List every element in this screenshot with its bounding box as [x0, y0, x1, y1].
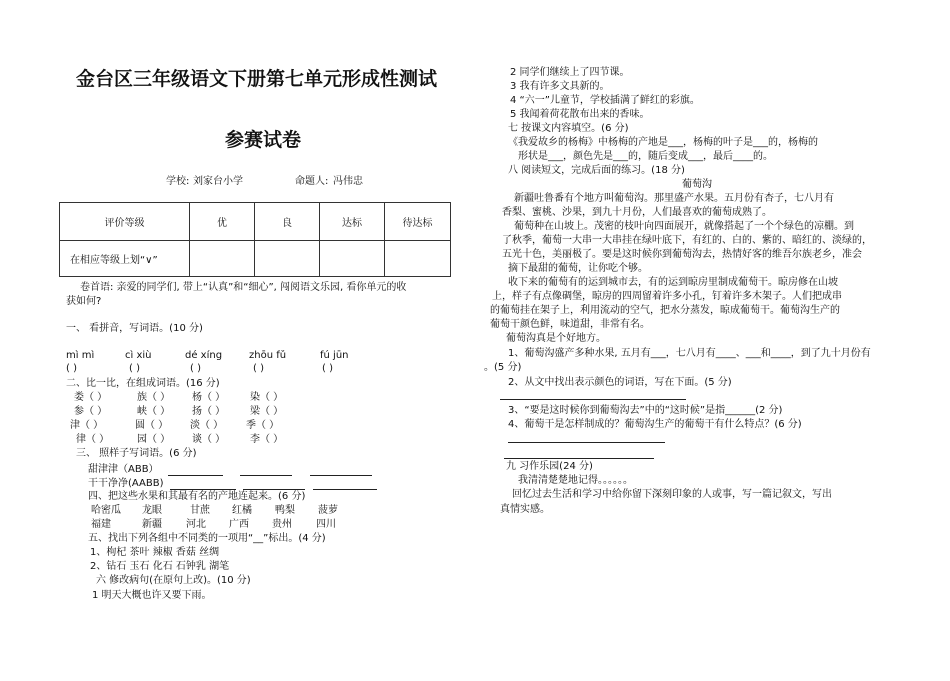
q2-cell[interactable]: 园（ ）	[137, 434, 171, 445]
author-value: 冯伟忠	[333, 176, 363, 187]
q1-blank-1[interactable]: ( )	[66, 363, 77, 374]
q2-cell[interactable]: 季（ ）	[246, 420, 280, 431]
q8-p2-line: 了秋季，葡萄一大串一大串挂在绿叶底下，有红的、白的、紫的、暗红的、淡绿的，	[502, 235, 872, 246]
q4-place[interactable]: 贵州	[272, 519, 292, 530]
q8-p2-line: 摘下最甜的葡萄，让你吃个够。	[508, 263, 648, 274]
q4-fruit[interactable]: 鸭梨	[275, 505, 295, 516]
grade-header-excellent: 优	[190, 203, 255, 241]
grade-header-good: 良	[255, 203, 320, 241]
page-subtitle: 参赛试卷	[225, 129, 302, 151]
q4-fruit[interactable]: 甘蔗	[190, 505, 210, 516]
q5-title: 五、找出下列各组中不同类的一项用“__”标出。(4 分)	[88, 533, 326, 544]
q3-title: 三、 照样子写词语。(6 分)	[76, 448, 197, 459]
q4-fruit[interactable]: 龙眼	[142, 505, 162, 516]
q2-cell[interactable]: 杨（ ）	[192, 392, 226, 403]
grade-header-level: 评价等级	[60, 203, 190, 241]
q5-line-1[interactable]: 1、枸杞 茶叶 辣椒 香菇 丝绸	[90, 547, 220, 558]
q2-cell[interactable]: 峡（ ）	[137, 406, 171, 417]
grade-table	[59, 202, 451, 277]
q2-cell[interactable]: 圆（ ）	[135, 420, 169, 431]
q3-blank[interactable]	[313, 489, 377, 490]
q3-blank[interactable]	[240, 475, 292, 476]
q1-pinyin-2: cì xiù	[125, 350, 152, 361]
q4-place[interactable]: 广西	[229, 519, 249, 530]
intro-line-2: 获如何?	[66, 296, 102, 307]
q1-title: 一、 看拼音，写词语。(10 分)	[66, 323, 203, 334]
q4-place[interactable]: 新疆	[142, 519, 162, 530]
q1-pinyin-1: mì mì	[66, 350, 95, 361]
q1-blank-3[interactable]: ( )	[190, 363, 201, 374]
q4-place[interactable]: 福建	[91, 519, 111, 530]
intro-line-1: 卷首语: 亲爱的同学们, 带上“认真”和“细心”, 闯阅语文乐园, 看你单元的收	[80, 282, 407, 293]
q6-item-3[interactable]: 3 我有许多文具新的。	[510, 81, 610, 92]
q8-p1-line: 香梨、蜜桃、沙果，到九十月份，人们最喜欢的葡萄成熟了。	[502, 207, 772, 218]
grade-cell-needs-work[interactable]	[385, 241, 451, 277]
grade-header-pass: 达标	[320, 203, 385, 241]
q6-item-5[interactable]: 5 我闻着荷花散布出来的香味。	[510, 109, 650, 120]
q7-title: 七 按课文内容填空。(6 分)	[508, 123, 629, 134]
q4-place[interactable]: 四川	[316, 519, 336, 530]
q2-title: 二、比一比，在组成词语。(16 分)	[66, 378, 220, 389]
q2-cell[interactable]: 谈（ ）	[192, 434, 226, 445]
q4-fruit[interactable]: 红橘	[232, 505, 252, 516]
q8-p3-line: 收下来的葡萄有的运到城市去，有的运到晾房里制成葡萄干。晾房修在山坡	[508, 277, 838, 288]
q2-cell[interactable]: 淡（ ）	[190, 420, 224, 431]
q2-cell[interactable]: 族（ ）	[137, 392, 171, 403]
q8-sub2: 2、从文中找出表示颜色的词语，写在下面。(5 分)	[508, 377, 732, 388]
q1-pinyin-3: dé xíng	[185, 350, 223, 361]
q3-line-1: 甜津津（ABB）	[88, 464, 159, 475]
q8-p3-line: 上，样子有点像碉堡，晾房的四周留着许多小孔，钉着许多木架子。人们把成串	[492, 291, 842, 302]
q8-sub4-answer-line[interactable]	[504, 458, 654, 459]
q8-sub3[interactable]: 3、“要是这时候你到葡萄沟去”中的“这时候”是指______(2 分)	[508, 405, 783, 416]
q3-line-2: 干干净净(AABB)	[88, 478, 164, 489]
school-label: 学校:	[166, 176, 190, 187]
q1-blank-2[interactable]: ( )	[129, 363, 140, 374]
grade-cell-good[interactable]	[255, 241, 320, 277]
q4-title: 四、把这些水果和其最有名的产地连起来。(6 分)	[88, 491, 306, 502]
q2-cell[interactable]: 娄（ ）	[74, 392, 108, 403]
grade-cell-excellent[interactable]	[190, 241, 255, 277]
q8-p1-line: 新疆吐鲁番有个地方叫葡萄沟。那里盛产水果。五月份有杏子，七八月有	[514, 193, 834, 204]
q8-sub1-line-1[interactable]: 1、葡萄沟盛产多种水果, 五月有___，七八月有____、___和____，到了九十月份有	[508, 348, 871, 359]
q4-fruit[interactable]: 哈密瓜	[91, 505, 121, 516]
q6-item-2[interactable]: 2 同学们继续上了四节课。	[510, 67, 630, 78]
q8-sub2-answer-line[interactable]	[500, 399, 686, 400]
q9-line-2: 真情实感。	[500, 504, 550, 515]
q8-sub1-line-2[interactable]: 。(5 分)	[484, 362, 522, 373]
q2-cell[interactable]: 李（ ）	[250, 434, 284, 445]
q8-passage-title: 葡萄沟	[682, 179, 712, 190]
q3-blank[interactable]	[310, 475, 372, 476]
author-label: 命题人:	[295, 176, 329, 187]
q7-line-1[interactable]: 《我爱故乡的杨梅》中杨梅的产地是___，杨梅的叶子是___的，杨梅的	[508, 137, 818, 148]
q1-pinyin-5: fú jūn	[320, 350, 349, 361]
q9-title: 九 习作乐园(24 分)	[506, 461, 593, 472]
q8-title: 八 阅读短文，完成后面的练习。(18 分)	[508, 165, 685, 176]
q8-p2-line: 葡萄种在山坡上。茂密的枝叶向四面展开，就像搭起了一个个绿色的凉棚。到	[514, 221, 854, 232]
q7-line-2[interactable]: 形状是___，颜色先是___的，随后变成___，最后____的。	[518, 151, 773, 162]
q5-line-2[interactable]: 2、钻石 玉石 化石 石钟乳 湖笔	[90, 561, 230, 572]
q2-cell[interactable]: 染（ ）	[250, 392, 284, 403]
q8-p3-line: 葡萄干颜色鲜，味道甜，非常有名。	[490, 319, 650, 330]
q4-place[interactable]: 河北	[186, 519, 206, 530]
q3-blank[interactable]	[168, 475, 223, 476]
q8-sub4-answer-line[interactable]	[508, 442, 665, 443]
q6-item-1[interactable]: 1 明天大概也许又要下雨。	[92, 590, 212, 601]
school-value: 刘家台小学	[193, 176, 243, 187]
q2-cell[interactable]: 参（ ）	[74, 406, 108, 417]
q8-p3-line: 的葡萄挂在架子上，利用流动的空气，把水分蒸发，晾成葡萄干。葡萄沟生产的	[490, 305, 840, 316]
q8-p4: 葡萄沟真是个好地方。	[506, 333, 606, 344]
q1-pinyin-4: zhōu fǔ	[249, 350, 287, 361]
q2-cell[interactable]: 梁（ ）	[250, 406, 284, 417]
q4-fruit[interactable]: 菠萝	[318, 505, 338, 516]
q6-title: 六 修改病句(在原句上改)。(10 分)	[96, 575, 251, 586]
q1-blank-4[interactable]: ( )	[253, 363, 264, 374]
q8-sub4: 4、葡萄干是怎样制成的？葡萄沟生产的葡萄干有什么特点？(6 分)	[508, 419, 802, 430]
q6-item-4[interactable]: 4 “六一”儿童节，学校插满了鲜红的彩旗。	[510, 95, 700, 106]
q2-cell[interactable]: 津（ ）	[70, 420, 104, 431]
q2-cell[interactable]: 律（ ）	[76, 434, 110, 445]
page-title: 金台区三年级语文下册第七单元形成性测试	[76, 68, 438, 90]
q2-cell[interactable]: 扬（ ）	[192, 406, 226, 417]
grade-row-label: 在相应等级上划“∨”	[60, 241, 190, 277]
q1-blank-5[interactable]: ( )	[322, 363, 333, 374]
q8-p2-line: 五光十色，美丽极了。要是这时候你到葡萄沟去，热情好客的维吾尔族老乡，准会	[502, 249, 862, 260]
grade-cell-pass[interactable]	[320, 241, 385, 277]
grade-header-needs-work: 待达标	[385, 203, 451, 241]
q9-subtitle: 我清清楚楚地记得。。。。。。	[518, 475, 633, 486]
q9-line-1: 回忆过去生活和学习中给你留下深刻印象的人或事，写一篇记叙文，写出	[512, 489, 832, 500]
